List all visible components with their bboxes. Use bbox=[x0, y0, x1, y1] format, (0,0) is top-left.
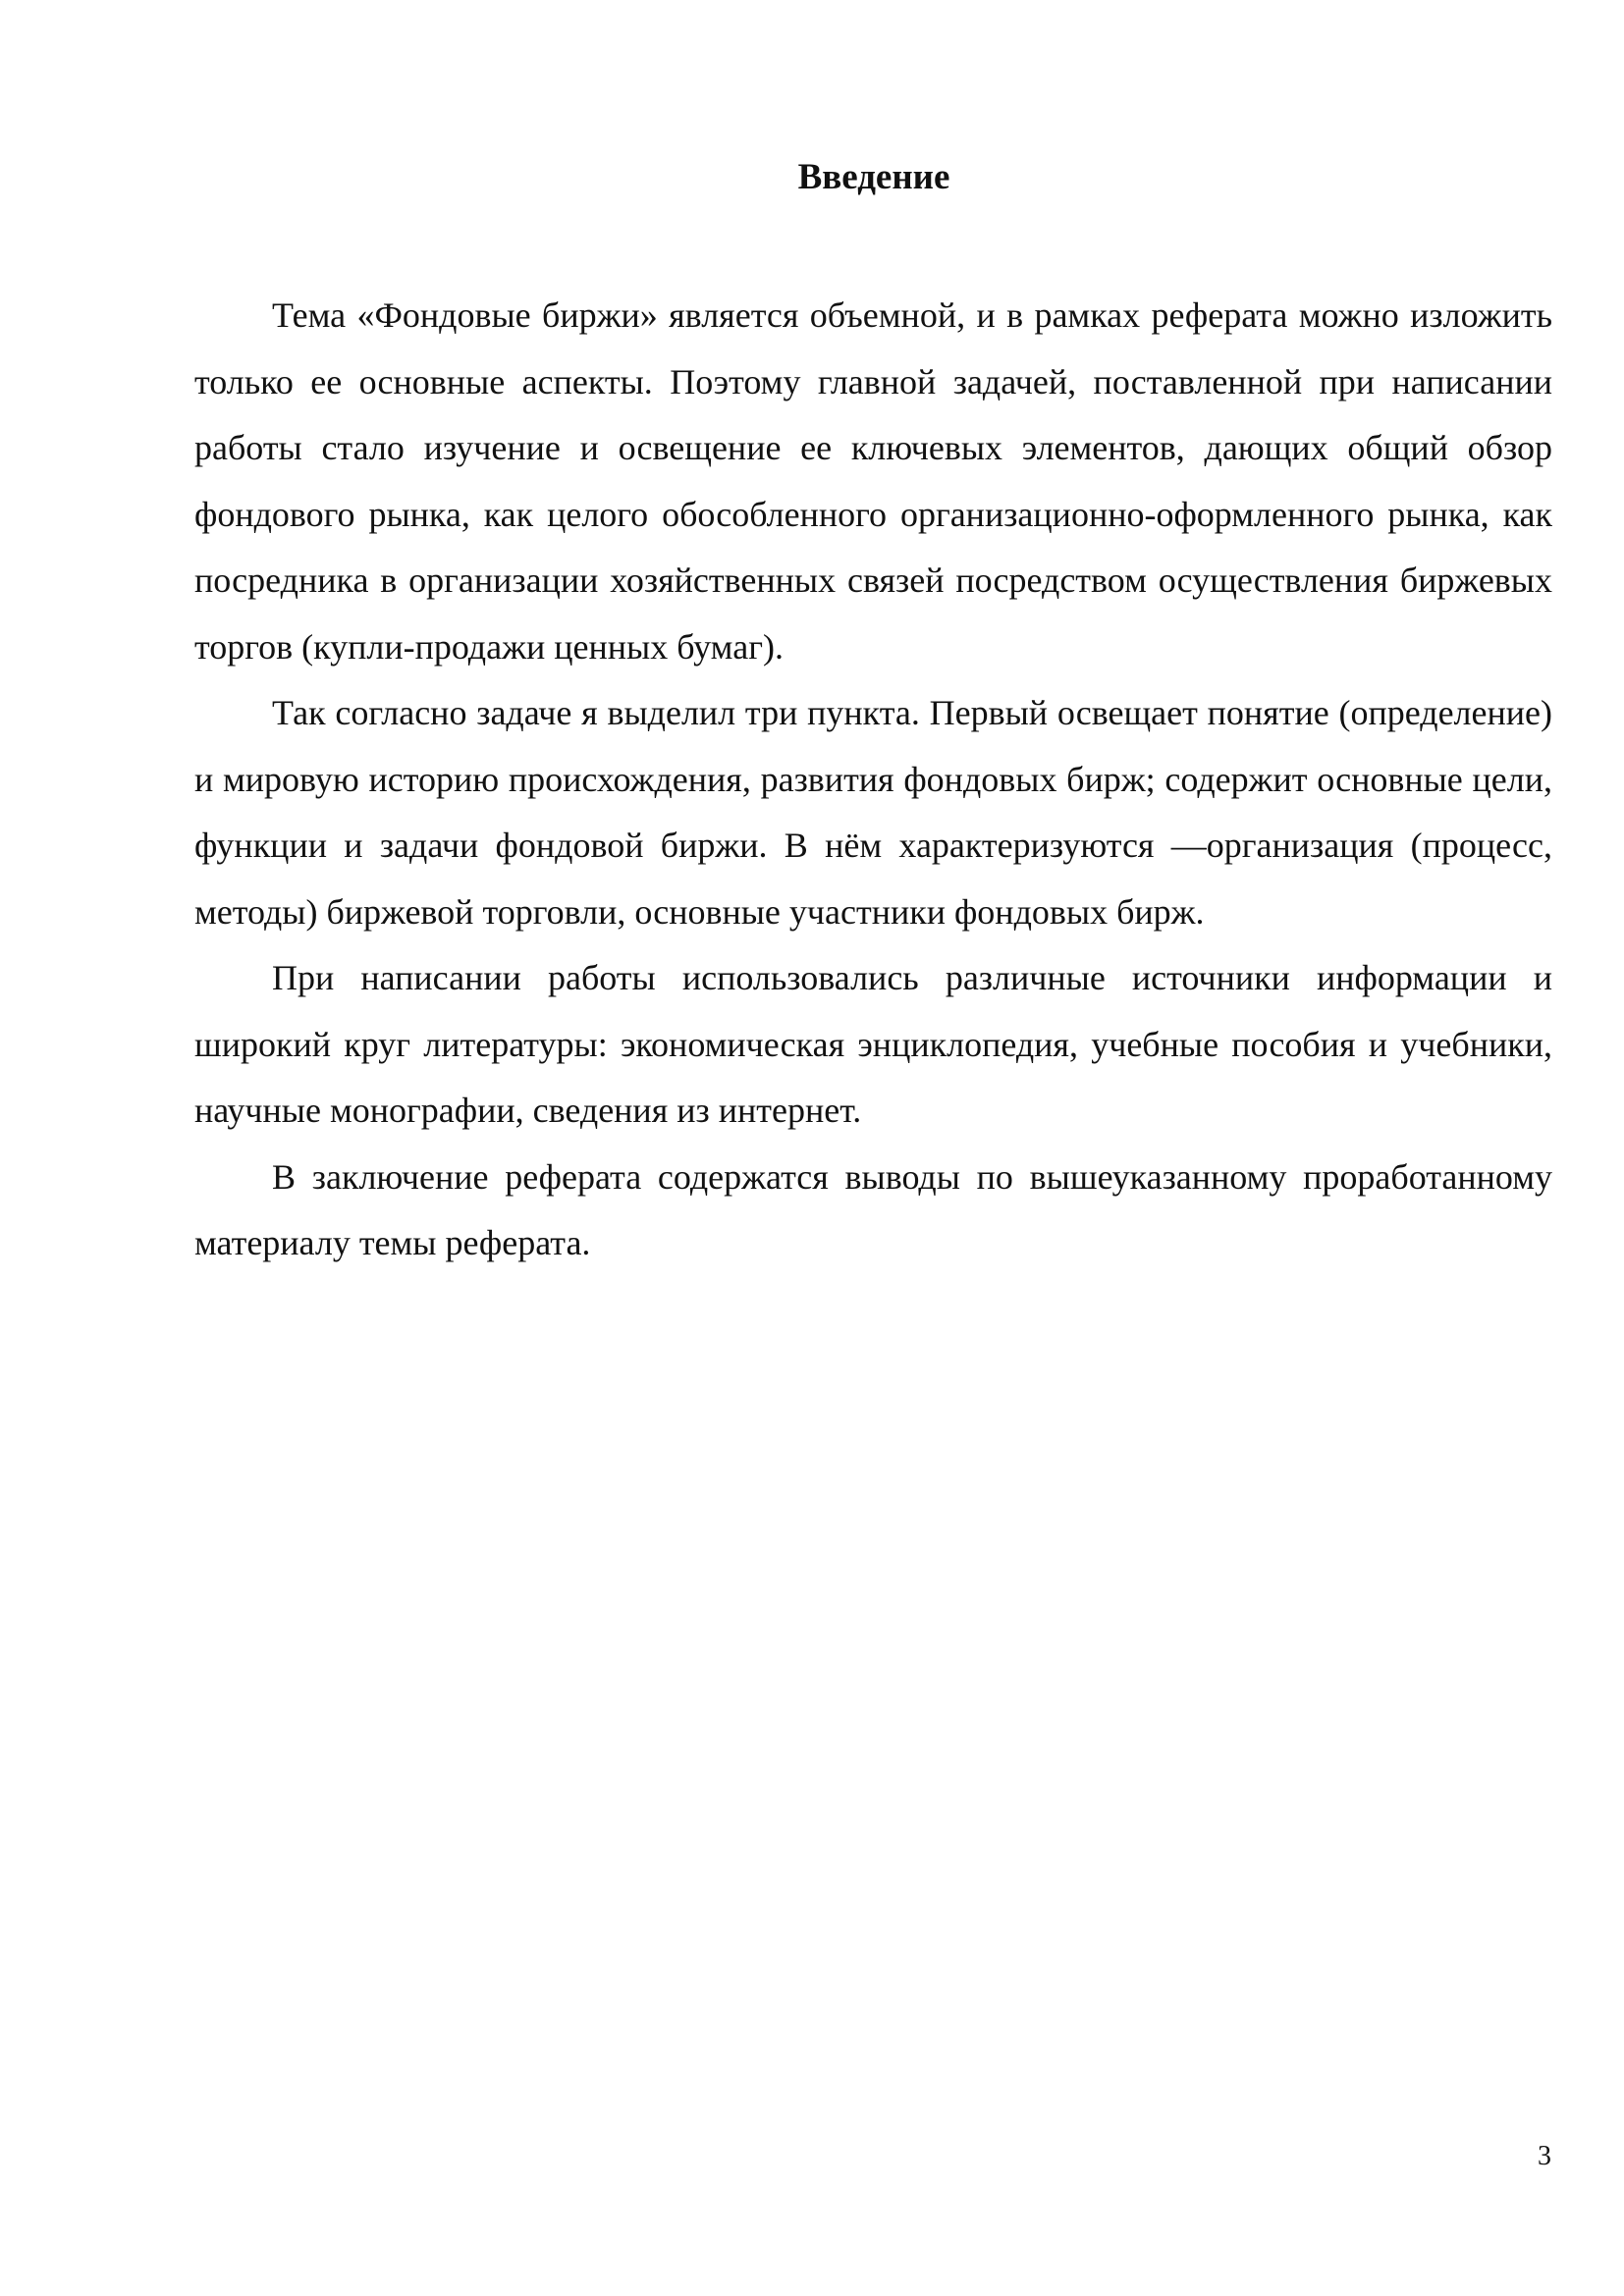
page-number: 3 bbox=[1538, 2141, 1551, 2171]
paragraph-intro: Тема «Фондовые биржи» является объемной, и в рамках реферата можно изложить только ее основные аспекты. Поэтому главной задачей, поставленной при написании работы стало изучение и освещение ее ключевых элементов, дающих общий обзор фондового рынка, как целого обособленного организационно-оформленного рынка, как посредника в организации хозяйственных связей посредством осуществления биржевых торгов (купли-продажи ценных бумаг). bbox=[194, 295, 1552, 667]
page-title: Введение bbox=[797, 157, 950, 197]
document-body bbox=[194, 283, 1552, 1277]
paragraph-conclusion: В заключение реферата содержатся выводы по вышеуказанному проработанному материалу темы реферата. bbox=[194, 1156, 1552, 1262]
paragraph-structure: Так согласно задаче я выделил три пункта. Первый освещает понятие (определение) и мировую историю происхождения, развития фондовых бирж; содержит основные цели, функции и задачи фондовой биржи. В нём характеризуются —организация (процесс, методы) биржевой торговли, основные участники фондовых бирж. bbox=[194, 693, 1552, 932]
paragraph-sources: При написании работы использовались различные источники информации и широкий круг литературы: экономическая энциклопедия, учебные пособия и учебники, научные монографии, сведения из интернет. bbox=[194, 958, 1552, 1130]
